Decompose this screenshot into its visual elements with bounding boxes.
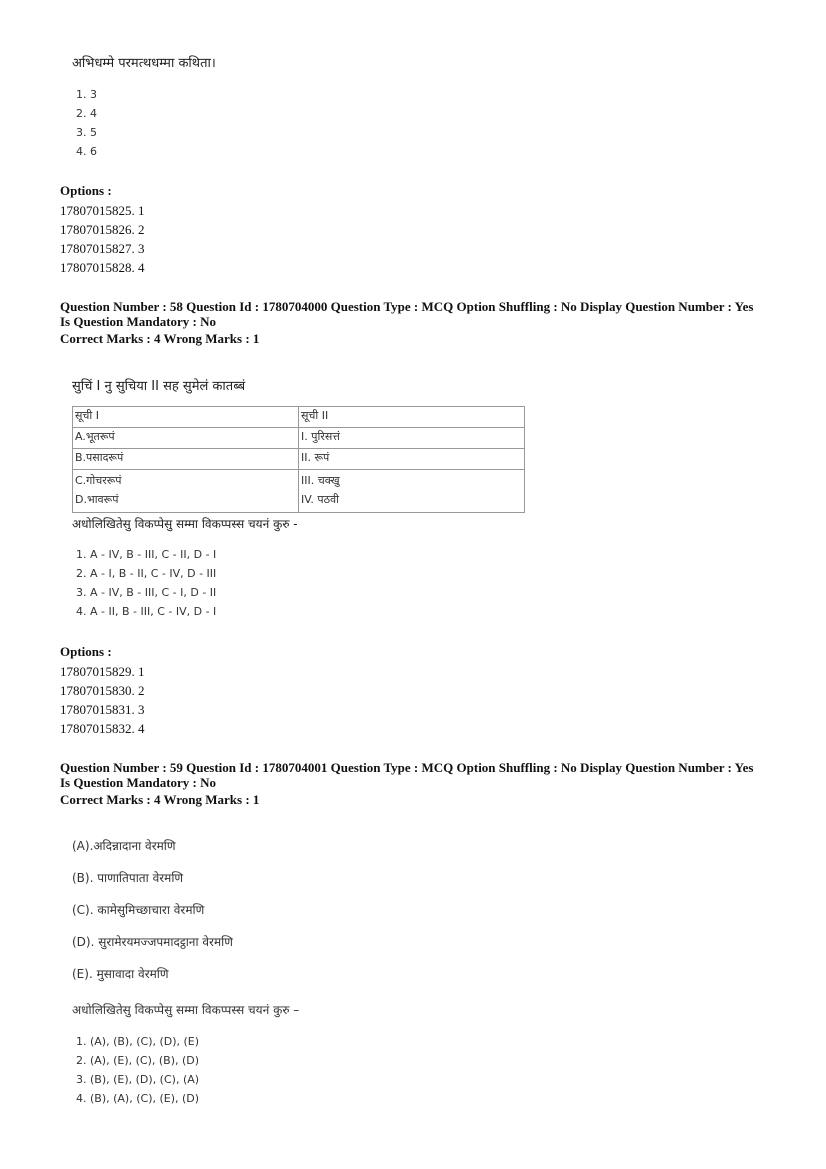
answer-item: 2. (A), (E), (C), (B), (D) <box>76 1054 200 1067</box>
question-58-options <box>60 662 145 738</box>
answer-item: 1. (A), (B), (C), (D), (E) <box>76 1035 200 1048</box>
table-cell: II. रूपं <box>299 449 525 470</box>
answer-item: 2. A - I, B - II, C - IV, D - III <box>76 567 217 580</box>
question-58-answers <box>76 545 216 621</box>
option-item: 17807015830. 2 <box>60 683 145 698</box>
answer-item: 1. 3 <box>76 88 97 101</box>
question-58-meta: Question Number : 58 Question Id : 1780704000 Question Type : MCQ Option Shuffling : No Display Question Number : Yes Is Question Mandatory : No <box>60 299 754 329</box>
option-item: 17807015825. 1 <box>60 203 145 218</box>
question-57-answers <box>76 85 97 161</box>
table-cell: B.पसादरूपं <box>73 449 299 470</box>
question-57-text: अभिधम्मे परमत्थधम्मा कथिता। <box>72 56 216 71</box>
question-59-instruction: अधोलिखितेसु विकप्पेसु सम्मा विकप्पस्स चयनं कुरु – <box>72 1003 300 1017</box>
answer-item: 4. (B), (A), (C), (E), (D) <box>76 1092 200 1105</box>
option-item: 17807015829. 1 <box>60 664 145 679</box>
option-item: 17807015828. 4 <box>60 260 145 275</box>
option-item: 17807015831. 3 <box>60 702 145 717</box>
table-header-cell: सूची I <box>73 407 299 428</box>
answer-item: 4. A - II, B - III, C - IV, D - I <box>76 605 217 618</box>
question-59-marks: Correct Marks : 4 Wrong Marks : 1 <box>60 792 260 807</box>
table-cell: IV. पठवी <box>301 493 339 506</box>
statement-e: (E). मुसावादा वेरमणि <box>72 967 169 981</box>
answer-item: 3. 5 <box>76 126 97 139</box>
answer-item: 3. A - IV, B - III, C - I, D - II <box>76 586 217 599</box>
option-item: 17807015827. 3 <box>60 241 145 256</box>
question-59-answers <box>76 1032 199 1108</box>
table-cell: C.गोचररूपं <box>75 474 122 487</box>
question-58-prompt: सुचिं I नु सुचिया II सह सुमेलं कातब्बं <box>72 379 246 394</box>
table-cell-group <box>299 470 525 513</box>
table-cell: A.भूतरूपं <box>73 428 299 449</box>
answer-item: 4. 6 <box>76 145 97 158</box>
statement-b: (B). पाणातिपाता वेरमणि <box>72 871 184 885</box>
statement-c: (C). कामेसुमिच्छाचारा वेरमणि <box>72 903 205 917</box>
question-57-options <box>60 201 145 277</box>
answer-item: 1. A - IV, B - III, C - II, D - I <box>76 548 217 561</box>
answer-item: 3. (B), (E), (D), (C), (A) <box>76 1073 200 1086</box>
table-cell-group <box>73 470 299 513</box>
question-58-marks: Correct Marks : 4 Wrong Marks : 1 <box>60 331 260 346</box>
question-59-meta: Question Number : 59 Question Id : 1780704001 Question Type : MCQ Option Shuffling : No Display Question Number : Yes Is Question Mandatory : No <box>60 760 754 790</box>
table-cell: III. चक्खु <box>301 474 340 487</box>
answer-item: 2. 4 <box>76 107 97 120</box>
options-heading: Options : <box>60 183 112 198</box>
option-item: 17807015832. 4 <box>60 721 145 736</box>
options-heading: Options : <box>60 644 112 659</box>
table-header-cell: सूची II <box>299 407 525 428</box>
table-cell: D.भावरूपं <box>75 493 119 506</box>
option-item: 17807015826. 2 <box>60 222 145 237</box>
question-58-instruction: अधोलिखितेसु विकप्पेसु सम्मा विकप्पस्स चयनं कुरु - <box>72 517 298 531</box>
statement-d: (D). सुरामेरयमज्जपमादट्ठाना वेरमणि <box>72 935 233 949</box>
match-table <box>72 406 525 513</box>
table-cell: I. पुरिसत्तं <box>299 428 525 449</box>
statement-a: (A).अदिन्नादाना वेरमणि <box>72 839 176 853</box>
